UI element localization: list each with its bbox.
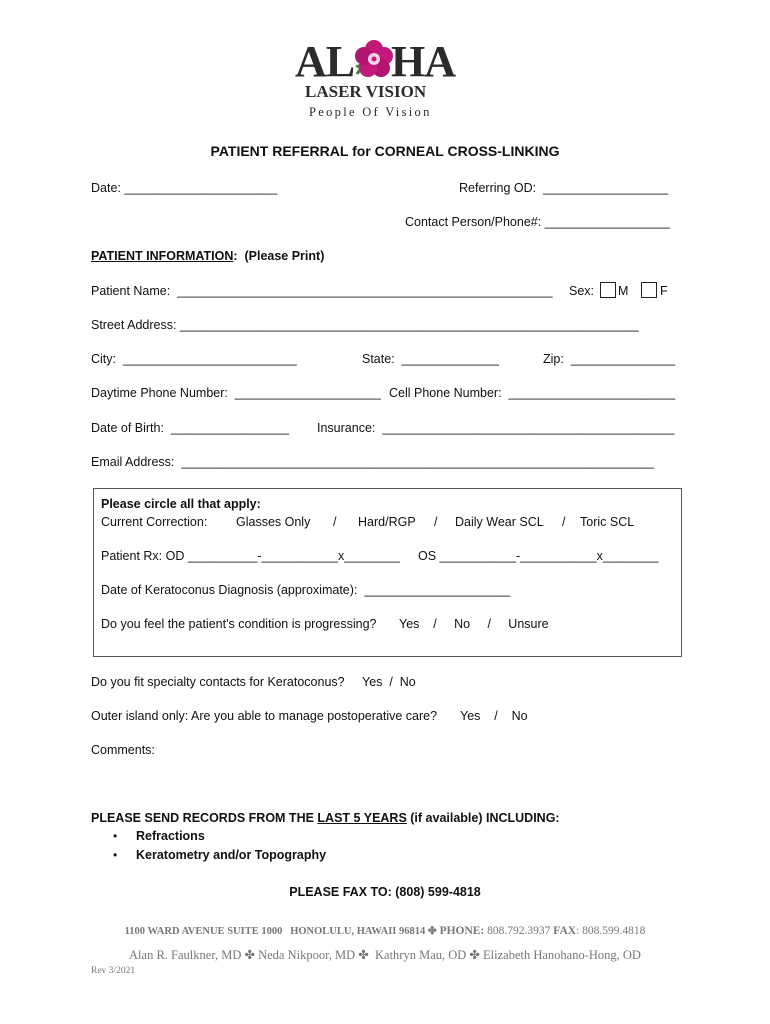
hibiscus-icon <box>353 38 395 80</box>
option-daily-wear-scl[interactable]: Daily Wear SCL <box>455 515 544 529</box>
bullet-icon: • <box>113 848 118 862</box>
insurance-field[interactable]: Insurance: __________________________________________ <box>317 421 675 435</box>
rx-od-field[interactable]: Patient Rx: OD __________-___________x________ <box>101 549 400 563</box>
revision-label: Rev 3/2021 <box>91 966 136 976</box>
current-correction-label: Current Correction: <box>101 515 208 529</box>
outer-island-answers[interactable]: Yes / No <box>460 709 528 723</box>
records-last-5-years: LAST 5 YEARS <box>317 811 407 825</box>
records-suffix: (if available) INCLUDING: <box>406 811 560 825</box>
zip-field[interactable]: Zip: _______________ <box>543 352 676 366</box>
email-field[interactable]: Email Address: ____________________________________________________________________ <box>91 455 655 469</box>
specialty-contacts-question: Do you fit specialty contacts for Keratoconus? <box>91 675 345 689</box>
patient-info-heading-text: PATIENT INFORMATION <box>91 249 234 263</box>
records-item-keratometry: Keratometry and/or Topography <box>136 848 327 862</box>
daytime-phone-field[interactable]: Daytime Phone Number: _____________________ <box>91 386 381 400</box>
rx-os-field[interactable]: OS ___________-___________x________ <box>418 549 659 563</box>
footer-fax: : 808.599.4818 <box>576 925 646 937</box>
sex-f-label: F <box>660 284 668 298</box>
option-separator: / <box>562 515 566 529</box>
footer-phone-label: PHONE: <box>436 925 485 937</box>
form-title: PATIENT REFERRAL for CORNEAL CROSS-LINKING <box>210 143 560 159</box>
state-field[interactable]: State: ______________ <box>362 352 499 366</box>
records-prefix: PLEASE SEND RECORDS FROM THE <box>91 811 318 825</box>
date-field[interactable]: Date: ______________________ <box>91 181 278 195</box>
logo-tagline: People Of Vision <box>309 105 432 119</box>
logo <box>293 36 478 122</box>
logo-word-left: AL <box>295 37 355 86</box>
footer-contact <box>0 925 770 937</box>
clinical-box <box>93 488 682 657</box>
option-toric-scl[interactable]: Toric SCL <box>580 515 635 529</box>
sex-f-checkbox[interactable] <box>641 282 657 298</box>
comments-label: Comments: <box>91 743 155 757</box>
logo-laser-vision: LASER VISION <box>305 82 427 101</box>
logo-word-right: HA <box>391 37 455 86</box>
option-hard-rgp[interactable]: Hard/RGP <box>358 515 416 529</box>
footer-address: 1100 WARD AVENUE SUITE 1000 HONOLULU, HAWAII 96814 ✤ <box>124 926 437 937</box>
patient-info-heading <box>91 249 324 263</box>
progressing-answers[interactable]: Yes / No / Unsure <box>399 617 549 631</box>
cell-phone-field[interactable]: Cell Phone Number: ________________________ <box>389 386 676 400</box>
bullet-icon: • <box>113 829 118 843</box>
outer-island-question: Outer island only: Are you able to manage postoperative care? <box>91 709 438 723</box>
footer-phone: 808.792.3937 <box>484 925 554 937</box>
option-separator: / <box>333 515 337 529</box>
option-glasses-only[interactable]: Glasses Only <box>236 515 311 529</box>
patient-info-heading-suffix: : (Please Print) <box>233 249 325 263</box>
footer-doctors: Alan R. Faulkner, MD ✤ Neda Nikpoor, MD ✤ Kathryn Mau, OD ✤ Elizabeth Hanohano-Hong, OD <box>129 948 641 962</box>
dob-field[interactable]: Date of Birth: _________________ <box>91 421 290 435</box>
records-item-refractions: Refractions <box>136 829 205 843</box>
street-address-field[interactable]: Street Address: __________________________________________________________________ <box>91 318 639 332</box>
city-field[interactable]: City: _________________________ <box>91 352 297 366</box>
sex-label: Sex: <box>569 284 595 298</box>
diagnosis-date-field[interactable]: Date of Keratoconus Diagnosis (approximate): _____________________ <box>101 583 511 597</box>
fax-instruction: PLEASE FAX TO: (808) 599-4818 <box>289 885 481 899</box>
specialty-contacts-answers[interactable]: Yes / No <box>362 675 416 689</box>
contact-field[interactable]: Contact Person/Phone#: __________________ <box>405 215 670 229</box>
footer-fax-label: FAX <box>553 925 577 937</box>
records-heading <box>91 811 560 825</box>
option-separator: / <box>434 515 438 529</box>
circle-all-heading: Please circle all that apply: <box>101 497 261 511</box>
patient-name-field[interactable]: Patient Name: ______________________________________________________ <box>91 284 553 298</box>
sex-m-label: M <box>618 284 629 298</box>
sex-m-checkbox[interactable] <box>600 282 616 298</box>
progressing-question: Do you feel the patient's condition is progressing? <box>101 617 377 631</box>
referring-od-field[interactable]: Referring OD: __________________ <box>459 181 669 195</box>
